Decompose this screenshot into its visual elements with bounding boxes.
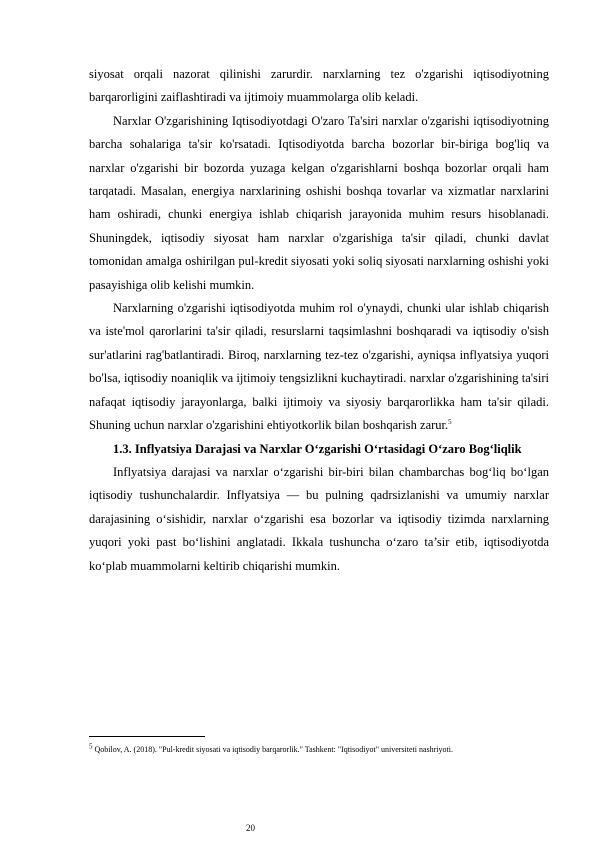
paragraph-2: Narxlar O'zgarishining Iqtisodiyotdagi O'zaro Ta'siri narxlar o'zgarishi iqtisodiyotning barcha sohalariga ta'sir ko'rsatadi. Iqtisodiyotda barcha bozorlar bir-biriga bog'liq va narxlar o'zgarishi bir bozorda yuzaga kelgan o'zgarishlarni boshqa bozorlar orqali ham tarqatadi. Masalan, energiya narxlarining oshishi boshqa tovarlar va xizmatlar narxlarini ham oshiradi, chunki energiya ishlab chiqarish jarayonida muhim resurs hisoblanadi. Shuningdek, iqtisodiy siyosat ham narxlar o'zgarishiga ta'sir qiladi, chunki davlat tomonidan amalga oshirilgan pul-kredit siyosati yoki soliq siyosati narxlarning oshishi yoki pasayishiga olib kelishi mumkin. (89, 113, 549, 292)
body-text (89, 63, 549, 578)
footnote-separator (89, 736, 205, 737)
section-heading: 1.3. Inflyatsiya Darajasi va Narxlar O‘zgarishi O‘rtasidagi O‘zaro Bog‘liqlik (113, 441, 522, 456)
paragraph-3 (89, 297, 549, 437)
footnote-text: Qobilov, A. (2018). "Pul-kredit siyosati va iqtisodiy barqarorlik." Tashkent: "Iqtisodiyot" universiteti nashriyoti. (94, 745, 453, 754)
footnote-number: 5 (89, 742, 93, 751)
footnote-reference[interactable]: 5 (448, 417, 452, 426)
footnote (89, 741, 509, 758)
paragraph-4: Inflyatsiya darajasi va narxlar o‘zgarishi bir-biri bilan chambarchas bog‘liq bo‘lgan iqtisodiy tushunchalardir. Inflyatsiya — bu pulning qadrsizlanishi va umumiy narxlar darajasining o‘sishidir, narxlar o‘zgarishi esa bozorlar va iqtisodiy tizimda narxlarning yuqori yoki past bo‘lishini anglatadi. Ikkala tushuncha o‘zaro ta’sir etib, iqtisodiyotda ko‘plab muammolarni keltirib chiqarishi mumkin. (89, 464, 549, 573)
page-number: 20 (246, 823, 255, 833)
paragraph-1: siyosat orqali nazorat qilinishi zarurdir. narxlarning tez o'zgarishi iqtisodiyotning barqarorligini zaiflashtiradi va ijtimoiy muammolarga olib keladi. (89, 67, 549, 105)
paragraph-3-text: Narxlarning o'zgarishi iqtisodiyotda muhim rol o'ynaydi, chunki ular ishlab chiqarish va iste'mol qarorlarini ta'sir qiladi, resurslarni taqsimlashni boshqaradi va iqtisodiy o'sish sur'atlarini rag'batlantiradi. Biroq, narxlarning tez-tez o'zgarishi, ayniqsa inflyatsiya yuqori bo'lsa, iqtisodiy noaniqlik va ijtimoiy tengsizlikni kuchaytiradi. narxlar o'zgarishining ta'siri nafaqat iqtisodiy jarayonlarga, balki ijtimoiy va siyosiy barqarorlikka ham ta'sir qiladi. Shuning uchun narxlar o'zgarishini ehtiyotkorlik bilan boshqarish zarur. (89, 301, 549, 433)
